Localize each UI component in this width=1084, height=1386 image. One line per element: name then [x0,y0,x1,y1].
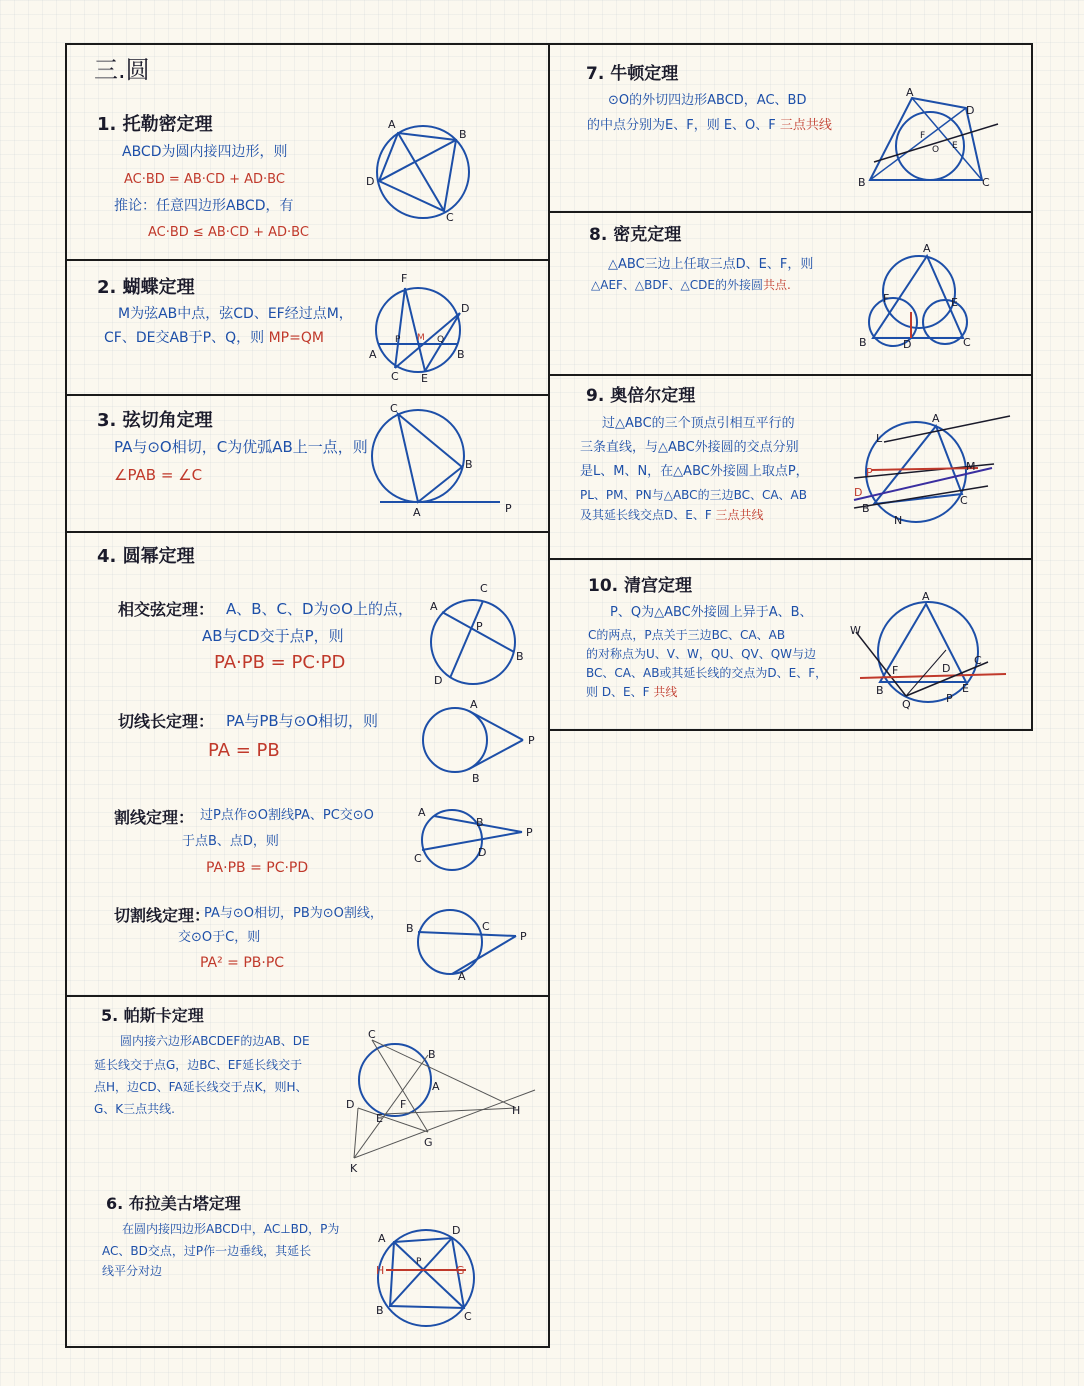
svg-text:O: O [932,145,940,155]
section-2-line-2-text: CF、DE交AB于P、Q，则 [104,330,269,346]
svg-text:A: A [413,506,421,519]
section-9-line-3: 是L、M、N，在△ABC外接圆上取点P， [580,464,809,479]
svg-text:C: C [480,582,488,595]
svg-text:P: P [505,502,512,515]
obel-diagram [848,408,1018,533]
section-1-line-1: ABCD为圆内接四边形，则 [122,144,288,160]
svg-text:B: B [859,336,867,349]
svg-text:B: B [459,128,467,141]
svg-text:A: A [932,412,940,425]
svg-text:A: A [470,698,478,711]
section-3-line-1: PA与⊙O相切，C为优弧AB上一点，则 [114,438,368,456]
section-4a-name: 相交弦定理： [118,600,215,619]
svg-text:B: B [516,650,524,663]
section-5-line-2: 延长线交于点G，边BC、EF延长线交于 [94,1058,303,1072]
chord-tangent-diagram [365,400,525,520]
section-6-line-2: AC、BD交点，过P作一边垂线，其延长 [102,1244,312,1258]
svg-text:Q: Q [902,698,911,711]
svg-text:D: D [854,486,863,499]
svg-text:B: B [476,816,484,829]
svg-text:E: E [376,1112,383,1125]
section-1-line-2: 推论：任意四边形ABCD，有 [114,198,294,214]
svg-text:C: C [391,370,399,383]
secant-diagram [410,800,540,880]
svg-text:D: D [942,662,951,675]
svg-text:F: F [400,1098,407,1111]
section-10-line-5 [586,685,677,699]
svg-text:D: D [461,302,470,315]
svg-text:B: B [876,684,884,697]
section-8-line-1: △ABC三边上任取三点D、E、F，则 [608,257,814,272]
section-7-title: 7. 牛顿定理 [586,64,679,84]
section-9-title: 9. 奥倍尔定理 [586,386,696,406]
pascal-diagram [340,1030,540,1180]
svg-text:P: P [416,1257,422,1267]
section-9-line-5-text: 及其延长线交点D、E、F [580,508,716,522]
section-5-title: 5. 帕斯卡定理 [101,1006,204,1025]
svg-text:E: E [962,682,969,695]
section-9-line-5 [580,508,764,522]
section-7-line-2 [587,118,832,134]
svg-text:F: F [920,131,926,141]
section-8-highlight: 共点. [762,278,791,292]
section-10-line-2: C的两点，P点关于三边BC、CA、AB [588,628,786,642]
section-10-line-5-text: 则 D、E、F [586,685,654,699]
section-10-line-3: 的对称点为U、V、W，QU、QV、QW与边 [586,647,817,661]
section-5-line-3: 点H，边CD、FA延长线交于点K，则H、 [94,1080,308,1094]
svg-text:A: A [388,118,396,131]
svg-text:P: P [528,734,535,747]
section-6-title: 6. 布拉美古塔定理 [106,1194,241,1213]
section-3-formula: ∠PAB = ∠C [114,466,203,484]
svg-text:D: D [452,1224,461,1237]
section-8-line-2-text: △AEF、△BDF、△CDE的外接圆 [591,278,763,292]
section-7-line-1: ⊙O的外切四边形ABCD，AC、BD [608,93,807,108]
svg-text:C: C [446,211,454,224]
section-4a-line-1: A、B、C、D为⊙O上的点， [226,600,413,618]
section-7-line-2-text: 的中点分别为E、F，则 E、O、F [587,118,780,133]
section-4-title: 4. 圆幂定理 [97,546,195,567]
section-5-line-1: 圆内接六边形ABCDEF的边AB、DE [120,1034,310,1048]
tangent-length-diagram [420,696,550,786]
section-2-formula: MP=QM [268,330,324,346]
svg-text:D: D [366,175,375,188]
intersecting-chords-diagram [420,580,540,690]
section-4b-name: 切线长定理： [118,712,215,731]
svg-text:C: C [390,402,398,415]
svg-text:C: C [963,336,971,349]
section-10-title: 10. 清宫定理 [588,576,693,596]
section-8-line-2 [591,278,791,292]
svg-text:C: C [368,1028,376,1041]
svg-text:C: C [974,654,982,667]
svg-text:A: A [418,806,426,819]
section-9-line-1: 过△ABC的三个顶点引相互平行的 [602,416,795,431]
section-8-title: 8. 密克定理 [589,225,682,245]
svg-text:M: M [966,460,976,473]
section-1-formula-1: AC·BD = AB·CD + AD·BC [124,172,285,187]
section-9-line-2: 三条直线，与△ABC外接圆的交点分别 [580,440,799,455]
svg-text:B: B [428,1048,436,1061]
section-4d-formula: PA² = PB·PC [200,955,285,971]
section-4b-line-1: PA与PB与⊙O相切，则 [226,712,379,730]
svg-text:P: P [476,620,483,633]
svg-text:F: F [401,272,408,285]
section-2-title: 2. 蝴蝶定理 [97,277,195,298]
section-1-title: 1. 托勒密定理 [97,114,213,135]
newton-diagram [856,88,1006,198]
section-4c-line-1: 过P点作⊙O割线PA、PC交⊙O [200,808,374,823]
svg-text:Q: Q [437,335,445,345]
svg-text:D: D [478,846,487,859]
svg-text:A: A [369,348,377,361]
svg-text:C: C [464,1310,472,1323]
svg-text:A: A [432,1080,440,1093]
svg-text:A: A [430,600,438,613]
section-4b-formula: PA = PB [208,740,280,761]
svg-text:C: C [982,176,990,189]
tangent-secant-diagram [400,906,540,986]
brahmagupta-diagram [372,1220,482,1340]
section-4d-name: 切割线定理： [114,906,211,925]
section-10-highlight: 共线 [653,685,678,699]
svg-text:C: C [482,920,490,933]
section-10-line-4: BC、CA、AB或其延长线的交点为D、E、F， [586,666,828,680]
shimizu-diagram [846,590,1016,715]
svg-text:N: N [894,514,903,527]
svg-text:B: B [472,772,480,785]
section-1-formula-2: AC·BD ≤ AB·CD + AD·BC [148,225,309,240]
svg-text:D: D [346,1098,355,1111]
svg-text:F: F [892,664,899,677]
svg-text:P: P [395,335,401,345]
svg-text:E: E [421,372,428,385]
section-9-line-4: PL、PM、PN与△ABC的三边BC、CA、AB [580,488,807,502]
section-4c-formula: PA·PB = PC·PD [206,860,309,876]
section-4c-line-2: 于点B、点D，则 [182,834,279,849]
section-7-highlight: 三点共线 [779,118,832,133]
svg-text:L: L [876,432,883,445]
svg-text:A: A [378,1232,386,1245]
section-5-line-4: G、K三点共线. [94,1102,175,1116]
svg-text:G: G [424,1136,433,1149]
svg-text:B: B [406,922,414,935]
svg-text:A: A [922,590,930,603]
svg-text:D: D [434,674,443,687]
section-6-line-3: 线平分对边 [102,1264,163,1278]
ptolemy-diagram [360,112,490,232]
svg-text:F: F [883,292,890,305]
svg-text:B: B [465,458,473,471]
section-4d-line-1: PA与⊙O相切，PB为⊙O割线， [204,906,383,921]
svg-text:A: A [458,970,466,983]
section-9-highlight: 三点共线 [715,508,764,522]
svg-text:M: M [417,333,425,343]
svg-text:P: P [520,930,527,943]
svg-text:C: C [960,494,968,507]
svg-text:D: D [966,104,975,117]
svg-text:H: H [512,1104,521,1117]
svg-text:G: G [456,1264,465,1277]
svg-text:B: B [376,1304,384,1317]
svg-text:C: C [414,852,422,865]
butterfly-diagram [365,268,475,388]
svg-text:W: W [850,624,861,637]
section-4d-line-2: 交⊙O于C，则 [178,930,261,945]
svg-text:K: K [350,1162,358,1175]
svg-text:A: A [923,242,931,255]
svg-text:E: E [952,141,958,151]
svg-text:P: P [946,692,953,705]
svg-text:B: B [457,348,465,361]
section-4a-line-2: AB与CD交于点P，则 [202,627,344,645]
svg-text:B: B [858,176,866,189]
svg-text:H: H [376,1264,385,1277]
section-2-line-1: M为弦AB中点，弦CD、EF经过点M， [118,306,353,322]
page-title: 三.圆 [94,56,150,84]
svg-text:P: P [526,826,533,839]
section-3-title: 3. 弦切角定理 [97,410,213,431]
svg-text:A: A [906,86,914,99]
svg-text:D: D [903,338,912,351]
svg-text:E: E [951,296,958,309]
svg-text:P: P [866,466,873,479]
svg-text:B: B [862,502,870,515]
section-6-line-1: 在圆内接四边形ABCD中，AC⊥BD，P为 [122,1222,340,1236]
miquel-diagram [855,240,975,355]
section-4a-formula: PA·PB = PC·PD [214,652,346,673]
section-10-line-1: P、Q为△ABC外接圆上异于A、B、 [610,605,813,620]
section-4c-name: 割线定理： [114,808,195,827]
section-2-line-2 [104,330,324,347]
